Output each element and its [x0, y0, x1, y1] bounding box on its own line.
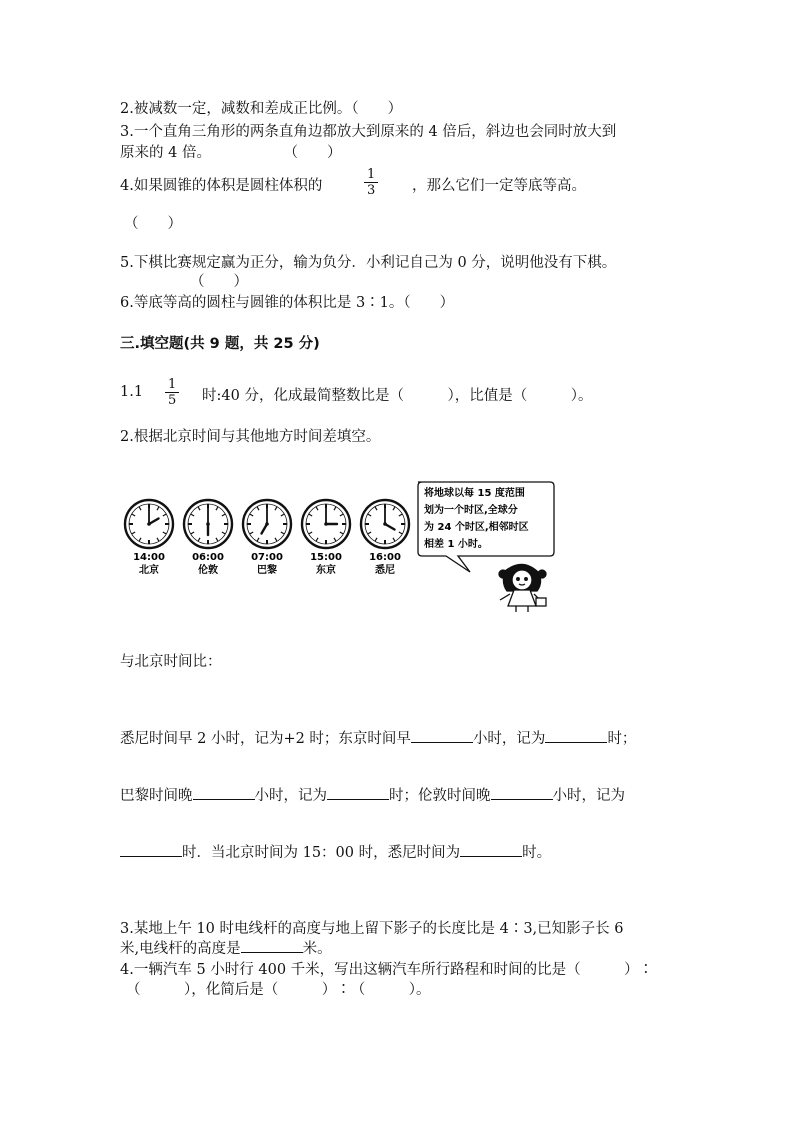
sentence-text: 米。	[302, 941, 332, 957]
sentence-text: 时；伦敦时间晚	[389, 788, 491, 804]
question-2: 2.被减数一定，减数和差成正比例。（ ）	[120, 101, 403, 117]
question-3-line1: 3.一个直角三角形的两条直角边都放大到原来的 4 倍后，斜边也会同时放大到	[120, 124, 617, 140]
sentence-text: 时；	[607, 731, 637, 747]
clock-city-label: 伦敦	[198, 565, 218, 576]
time-zone-figure	[118, 474, 568, 614]
fill-2: 2.根据北京时间与其他地方时间差填空。	[120, 429, 381, 445]
clock-city-label: 东京	[316, 565, 336, 576]
fill-3-line2	[120, 937, 332, 958]
clock-hub	[206, 522, 210, 526]
compare-label: 与北京时间比：	[120, 654, 222, 670]
fill-sentence-2	[120, 784, 625, 805]
clock-0	[125, 500, 173, 576]
answer-blank[interactable]	[327, 785, 389, 800]
clock-hub	[147, 522, 151, 526]
question-5: 5.下棋比赛规定赢为正分，输为负分．小利记自己为 0 分，说明他没有下棋。	[120, 255, 617, 271]
bubble-line: 相差 1 小时。	[424, 539, 488, 550]
clock-hub	[324, 522, 328, 526]
sentence-text: 悉尼时间早 2 小时，记为+2 时；东京时间早	[120, 731, 411, 747]
sentence-text: 时。	[522, 845, 552, 861]
question-3-line2: 原来的 4 倍。 （ ）	[120, 145, 342, 161]
sentence-text: 小时，记为	[254, 788, 327, 804]
clock-4	[361, 500, 409, 576]
clock-2	[243, 500, 291, 576]
question-6: 6.等底等高的圆柱与圆锥的体积比是 3∶1。（ ）	[120, 295, 455, 311]
bubble-line: 为 24 个时区,相邻时区	[424, 522, 529, 533]
fill-sentence-1	[120, 727, 636, 748]
question-4-text-b: ，那么它们一定等底等高。	[412, 178, 586, 194]
clock-1	[184, 500, 232, 576]
sentence-text: 巴黎时间晚	[120, 788, 193, 804]
fraction-numerator: 1	[364, 167, 378, 183]
sentence-text: 时．当北京时间为 15：00 时，悉尼时间为	[182, 845, 461, 861]
fraction-one-third	[364, 167, 378, 198]
clock-time-label: 16:00	[369, 552, 401, 563]
fill-1-text-a: 1.1	[120, 384, 144, 400]
clock-city-label: 北京	[139, 565, 159, 576]
answer-blank[interactable]	[460, 842, 522, 857]
clock-time-label: 07:00	[251, 552, 283, 563]
question-4-answer-paren: （ ）	[124, 216, 182, 232]
clock-3	[302, 500, 350, 576]
bubble-line: 划为一个时区,全球分	[424, 505, 518, 516]
clock-time-label: 06:00	[192, 552, 224, 563]
fill-3-line1: 3.某地上午 10 时电线杆的高度与地上留下影子的长度比是 4∶3,已知影子长 6	[120, 921, 624, 937]
fraction-one-fifth	[165, 377, 179, 408]
section-heading: 三.填空题(共 9 题，共 25 分)	[120, 336, 320, 352]
answer-blank[interactable]	[491, 785, 553, 800]
answer-blank[interactable]	[241, 938, 303, 953]
clock-time-label: 14:00	[133, 552, 165, 563]
question-5-answer-paren: （ ）	[190, 274, 248, 290]
clock-hub	[383, 522, 387, 526]
sentence-text: 小时，记为	[472, 731, 546, 747]
clock-city-label: 悉尼	[375, 565, 395, 576]
fraction-denominator: 3	[367, 183, 376, 198]
sentence-text: 米,电线杆的高度是	[120, 941, 241, 957]
clock-hub	[265, 522, 269, 526]
fraction-denominator: 5	[168, 393, 177, 408]
fill-4-line2: （ ），化简后是（ ）∶（ ）。	[126, 982, 431, 998]
fill-4-line1: 4.一辆汽车 5 小时行 400 千米，写出这辆汽车所行路程和时间的比是（ ）∶	[120, 962, 654, 978]
fill-sentence-3	[120, 841, 551, 862]
fill-1-text-b: 时:40 分，化成最简整数比是（ ），比值是（ ）。	[202, 388, 593, 404]
clock-time-label: 15:00	[310, 552, 342, 563]
answer-blank[interactable]	[545, 728, 607, 743]
fraction-numerator: 1	[165, 377, 179, 393]
sentence-text: 小时，记为	[552, 788, 625, 804]
bubble-line: 将地球以每 15 度范围	[424, 488, 525, 499]
question-4-text-a: 4.如果圆锥的体积是圆柱体积的	[120, 178, 323, 194]
clock-city-label: 巴黎	[257, 565, 277, 576]
clocks-illustration	[118, 474, 568, 614]
answer-blank[interactable]	[193, 785, 255, 800]
answer-blank[interactable]	[120, 842, 182, 857]
answer-blank[interactable]	[411, 728, 473, 743]
girl-cartoon-icon	[499, 564, 546, 612]
